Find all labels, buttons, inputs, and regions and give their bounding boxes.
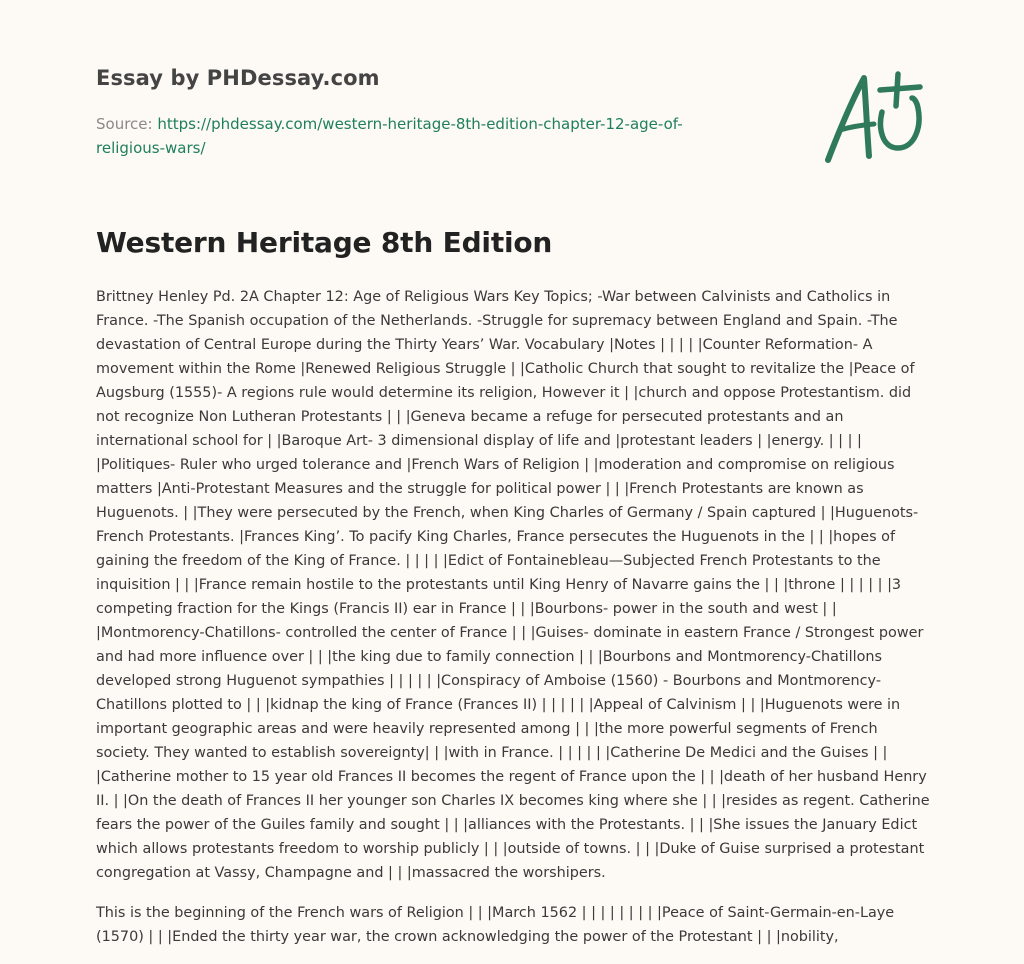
source-label: Source: [96,115,158,133]
a-plus-logo-graphic [822,68,928,164]
source-line [96,112,746,160]
essay-body [96,285,932,964]
essay-paragraph: Brittney Henley Pd. 2A Chapter 12: Age of Religious Wars Key Topics; -War between Calvinists and Catholics in France. -The Spanish occupation of the Netherlands. -Struggle for supremacy between England and Spain. -The devastation of Central Europe during the Thirty Years’ War. Vocabulary |Notes | | | | |Counter Reformation- A movement within the Rome |Renewed Religious Struggle | |Catholic Church that sought to revitalize the |Peace of Augsburg (1555)- A regions rule would determine its religion, However it | |church and oppose Protestantism. did not recognize Non Lutheran Protestants | | |Geneva became a refuge for persecuted protestants and an international school for | |Baroque Art- 3 dimensional display of life and |protestant leaders | |energy. | | | | |Politiques- Ruler who urged tolerance and |French Wars of Religion | |moderation and compromise on religious matters |Anti-Protestant Measures and the struggle for political power | | |French Protestants are known as Huguenots. | |They were persecuted by the French, when King Charles of Germany / Spain captured | |Huguenots- French Protestants. |Frances King’. To pacify King Charles, France persecutes the Huguenots in the | | |hopes of gaining the freedom of the King of France. | | | | |Edict of Fontainebleau—Subjected French Protestants to the inquisition | | |France remain hostile to the protestants until King Henry of Navarre gains the | | |throne | | | | | |3 competing fraction for the Kings (Francis II) ear in France | | |Bourbons- power in the south and west | | |Montmorency-Chatillons- controlled the center of France | | |Guises- dominate in eastern France / Strongest power and had more influence over | | |the king due to family connection | | |Bourbons and Montmorency-Chatillons developed strong Huguenot sympathies | | | | | |Conspiracy of Amboise (1560) - Bourbons and Montmorency-Chatillons plotted to | | |kidnap the king of France (Frances II) | | | | | |Appeal of Calvinism | | |Huguenots were in important geographic areas and were heavily represented among | | |the more powerful segments of French society. They wanted to establish sovereignty| | |with in France. | | | | | |Catherine De Medici and the Guises | | |Catherine mother to 15 year old Frances II becomes the regent of France upon the | | |death of her husband Henry II. | |On the death of Frances II her younger son Charles IX becomes king where she | | |resides as regent. Catherine fears the power of the Guiles family and sought | | |alliances with the Protestants. | | |She issues the January Edict which allows protestants freedom to worship publicly | | |outside of towns. | | |Duke of Guise surprised a protestant congregation at Vassy, Champagne and | | |massacred the worshipers. [96,289,930,881]
essay-title: Western Heritage 8th Edition [96,226,553,259]
source-link[interactable]: https://phdessay.com/western-heritage-8th-edition-chapter-12-age-of-religious-wars/ [96,115,683,157]
site-title: Essay by PHDessay.com [96,66,380,90]
essay-paragraph: This is the beginning of the French wars of Religion | | |March 1562 | | | | | | | | |Peace of Saint-Germain-en-Laye (1570) | | |Ended the thirty year war, the crown acknowledging the power of the Protestant | | |nobility, [96,905,895,945]
a-plus-grade-icon [822,68,928,164]
